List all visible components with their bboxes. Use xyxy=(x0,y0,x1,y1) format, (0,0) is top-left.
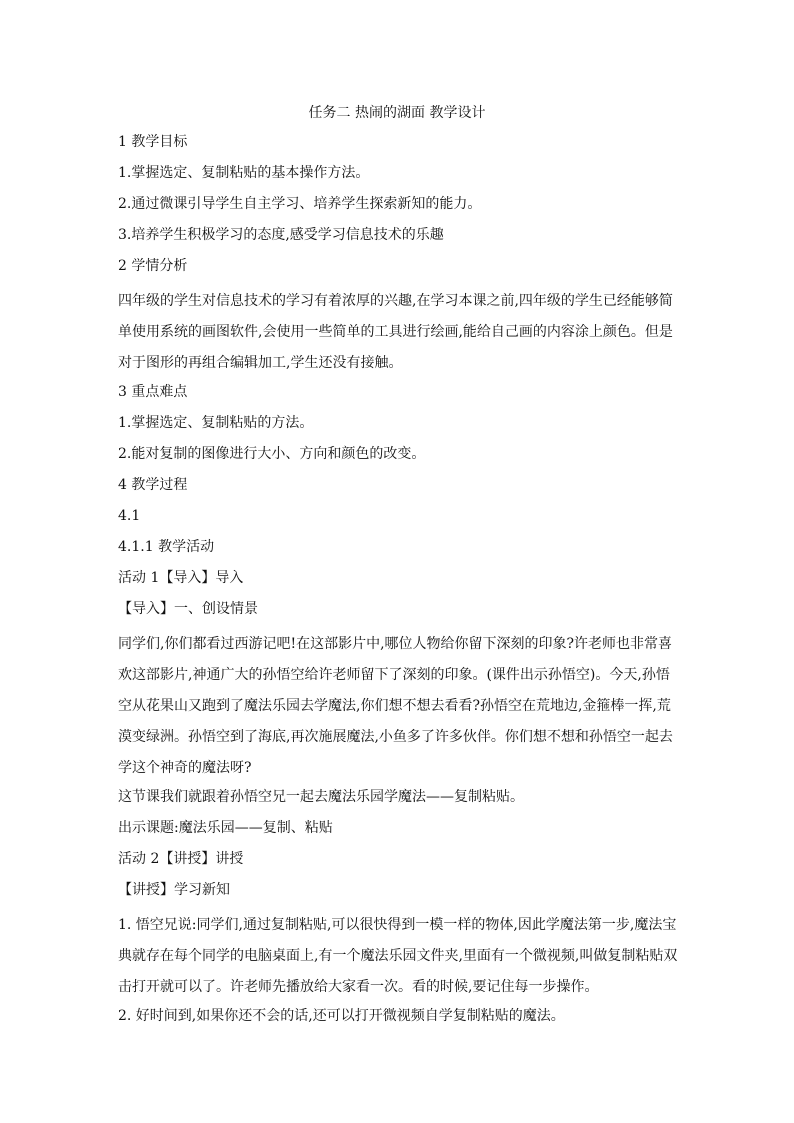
lecture-paragraph xyxy=(118,910,678,1003)
lecture-item: 2. 好时间到,如果你还不会的话,还可以打开微视频自学复制粘贴的魔法。 xyxy=(118,1008,565,1024)
subsection-number: 4.1 xyxy=(118,508,141,524)
keypoint-item: 1.掌握选定、复制粘贴的方法。 xyxy=(118,415,314,431)
paragraph-line: 典就存在每个同学的电脑桌面上,有一个魔法乐园文件夹,里面有一个微视频,叫做复制粘贴双 xyxy=(118,948,678,964)
objective-item: 1.掌握选定、复制粘贴的基本操作方法。 xyxy=(118,165,370,181)
paragraph-line: 学这个神奇的魔法呀? xyxy=(118,760,252,776)
paragraph-line: 1. 悟空兄说:同学们,通过复制粘贴,可以很快得到一模一样的物体,因此学魔法第一步,魔法宝 xyxy=(118,917,677,933)
activity-title: 活动 1【导入】导入 xyxy=(118,570,244,586)
paragraph-line: 同学们,你们都看过西游记吧!在这部影片中,哪位人物给你留下深刻的印象?许老师也非常喜 xyxy=(118,636,673,652)
keypoint-item: 2.能对复制的图像进行大小、方向和颜色的改变。 xyxy=(118,446,426,462)
topic-line: 出示课题:魔法乐园——复制、粘贴 xyxy=(118,820,333,836)
activity-title: 活动 2【讲授】讲授 xyxy=(118,851,244,867)
intro-heading: 【导入】一、创设情景 xyxy=(118,601,258,617)
paragraph-line: 四年级的学生对信息技术的学习有着浓厚的兴趣,在学习本课之前,四年级的学生已经能够简 xyxy=(118,293,673,309)
document-body xyxy=(118,131,678,1036)
objective-item: 2.通过微课引导学生自主学习、培养学生探索新知的能力。 xyxy=(118,196,482,212)
paragraph-line: 欢这部影片,神通广大的孙悟空给许老师留下了深刻的印象。(课件出示孙悟空)。今天,孙悟 xyxy=(118,667,670,683)
paragraph-line: 对于图形的再组合编辑加工,学生还没有接触。 xyxy=(118,355,403,371)
paragraph-line: 击打开就可以了。许老师先播放给大家看一次。看的时候,要记住每一步操作。 xyxy=(118,979,599,995)
section-heading-process: 4 教学过程 xyxy=(118,477,188,493)
subsection-title: 4.1.1 教学活动 xyxy=(118,539,215,555)
paragraph-line: 单使用系统的画图软件,会使用一些简单的工具进行绘画,能给自己画的内容涂上颜色。但是 xyxy=(118,324,673,340)
analysis-paragraph xyxy=(118,286,678,379)
section-heading-objectives: 1 教学目标 xyxy=(118,134,188,150)
section-heading-analysis: 2 学情分析 xyxy=(118,258,188,274)
paragraph-line: 空从花果山又跑到了魔法乐园去学魔法,你们想不想去看看?孙悟空在荒地边,金箍棒一挥,荒 xyxy=(118,698,671,714)
section-heading-keypoints: 3 重点难点 xyxy=(118,384,188,400)
intro-paragraph xyxy=(118,629,678,784)
lecture-heading: 【讲授】学习新知 xyxy=(118,882,230,898)
objective-item: 3.培养学生积极学习的态度,感受学习信息技术的乐趣 xyxy=(118,227,444,243)
intro-followup: 这节课我们就跟着孙悟空兄一起去魔法乐园学魔法——复制粘贴。 xyxy=(118,789,524,805)
document-title: 任务二 热闹的湖面 教学设计 xyxy=(308,105,486,121)
paragraph-line: 漠变绿洲。孙悟空到了海底,再次施展魔法,小鱼多了许多伙伴。你们想不想和孙悟空一起去 xyxy=(118,729,673,745)
